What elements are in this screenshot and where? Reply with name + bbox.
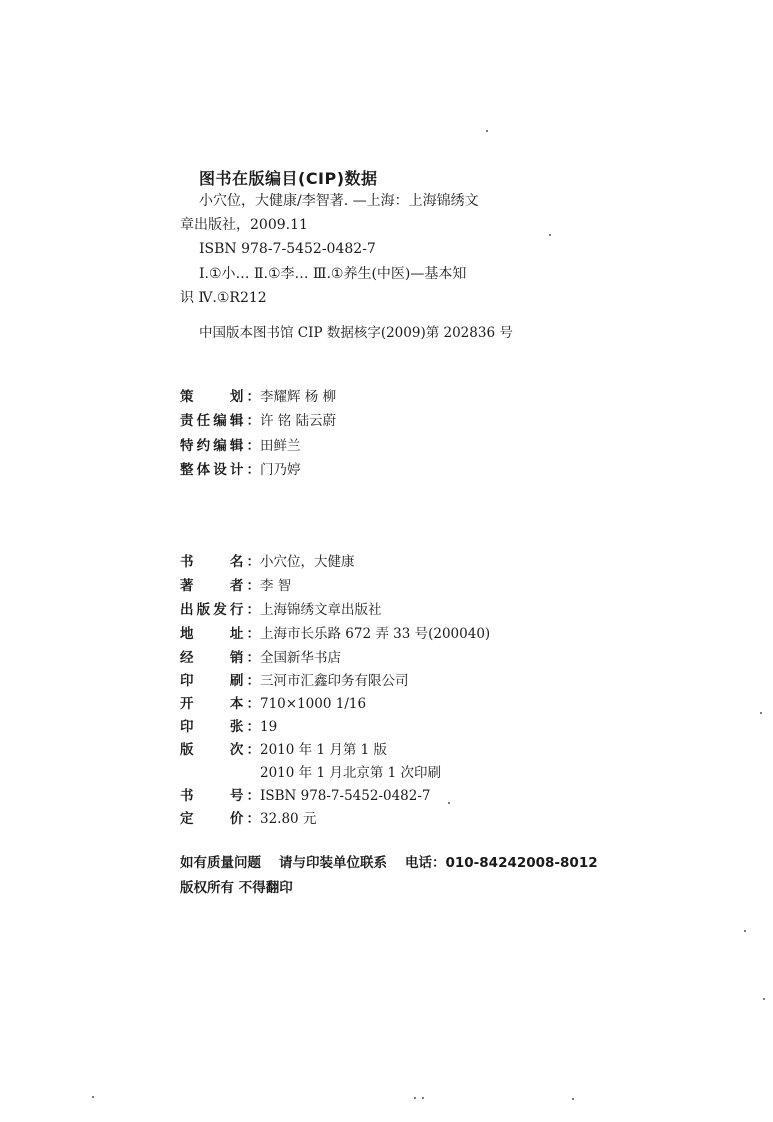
credit-row-planning — [180, 388, 336, 406]
info-value: 2010 年 1 月北京第 1 次印刷 — [260, 765, 441, 781]
quality-notice — [180, 854, 598, 872]
info-label: 印 刷： — [180, 673, 260, 689]
credit-label: 责任编辑： — [180, 413, 260, 429]
info-value: 32.80 元 — [260, 811, 317, 827]
scan-speck — [422, 1097, 424, 1099]
info-value: 上海市长乐路 672 弄 33 号(200040) — [260, 626, 491, 642]
cip-line-subjects: Ⅰ.①小… Ⅱ.①李… Ⅲ.①养生(中医)—基本知 — [199, 266, 467, 282]
info-value: 2010 年 1 月第 1 版 — [260, 742, 387, 758]
info-row-book-title — [180, 553, 355, 571]
cip-verification-number: 中国版本图书馆 CIP 数据核字(2009)第 202836 号 — [199, 325, 513, 341]
info-row-format — [180, 695, 366, 713]
info-row-printing — [180, 764, 441, 782]
info-value: 小穴位，大健康 — [260, 554, 355, 570]
scan-speck — [92, 1096, 94, 1098]
credit-row-design — [180, 461, 301, 479]
credit-value: 门乃婷 — [260, 462, 301, 478]
info-label: 经 销： — [180, 650, 260, 666]
cip-line-isbn: ISBN 978-7-5452-0482-7 — [199, 241, 376, 257]
credit-label: 整体设计： — [180, 462, 260, 478]
credit-row-editor — [180, 412, 336, 430]
credit-value: 许 铭 陆云蔚 — [260, 413, 337, 429]
scan-speck — [763, 998, 765, 1000]
scan-speck — [414, 1097, 416, 1099]
info-row-printer — [180, 672, 409, 690]
info-value: 上海锦绣文章出版社 — [260, 602, 382, 618]
credit-label: 策 划： — [180, 389, 260, 405]
credit-value: 李耀辉 杨 柳 — [260, 389, 337, 405]
cip-line-classification: 识 Ⅳ.①R212 — [180, 290, 267, 306]
info-row-author — [180, 577, 291, 595]
info-label: 开 本： — [180, 696, 260, 712]
info-label: 地 址： — [180, 626, 260, 642]
info-row-book-number — [180, 787, 431, 805]
info-row-edition — [180, 741, 387, 759]
scan-speck — [760, 712, 762, 714]
credit-value: 田鲜兰 — [260, 438, 301, 454]
info-value: 全国新华书店 — [260, 650, 341, 666]
info-label: 书 号： — [180, 788, 260, 804]
cip-line-publisher-date: 章出版社，2009.11 — [180, 217, 308, 233]
info-label: 出版发行： — [180, 602, 260, 618]
scan-speck — [486, 130, 488, 132]
copyright-notice: 版权所有 不得翻印 — [180, 880, 293, 896]
info-row-price — [180, 810, 316, 828]
phone-number: 电话：010-84242008-8012 — [405, 855, 598, 871]
info-value: 19 — [260, 719, 278, 735]
info-row-address — [180, 625, 490, 643]
info-label: 著 者： — [180, 578, 260, 594]
scan-speck — [549, 234, 551, 236]
credit-row-special-editor — [180, 437, 301, 455]
info-row-distributor — [180, 649, 341, 667]
quality-notice-text: 如有质量问题 — [180, 855, 261, 871]
cip-title: 图书在版编目(CIP)数据 — [199, 169, 378, 188]
info-label: 版 次： — [180, 742, 260, 758]
contact-notice-text: 请与印装单位联系 — [279, 855, 387, 871]
info-label — [180, 764, 260, 782]
info-label: 印 张： — [180, 719, 260, 735]
info-value: 710×1000 1/16 — [260, 696, 367, 712]
info-label: 书 名： — [180, 554, 260, 570]
scan-speck — [448, 802, 450, 804]
info-row-sheets — [180, 718, 277, 736]
info-value: ISBN 978-7-5452-0482-7 — [260, 788, 431, 804]
info-value: 李 智 — [260, 578, 292, 594]
info-value: 三河市汇鑫印务有限公司 — [260, 673, 409, 689]
info-row-publisher — [180, 601, 382, 619]
credit-label: 特约编辑： — [180, 438, 260, 454]
scan-speck — [744, 930, 746, 932]
cip-line-title-author: 小穴位，大健康/李智著. —上海：上海锦绣文 — [199, 193, 479, 209]
info-label: 定 价： — [180, 811, 260, 827]
scan-speck — [572, 1098, 574, 1100]
